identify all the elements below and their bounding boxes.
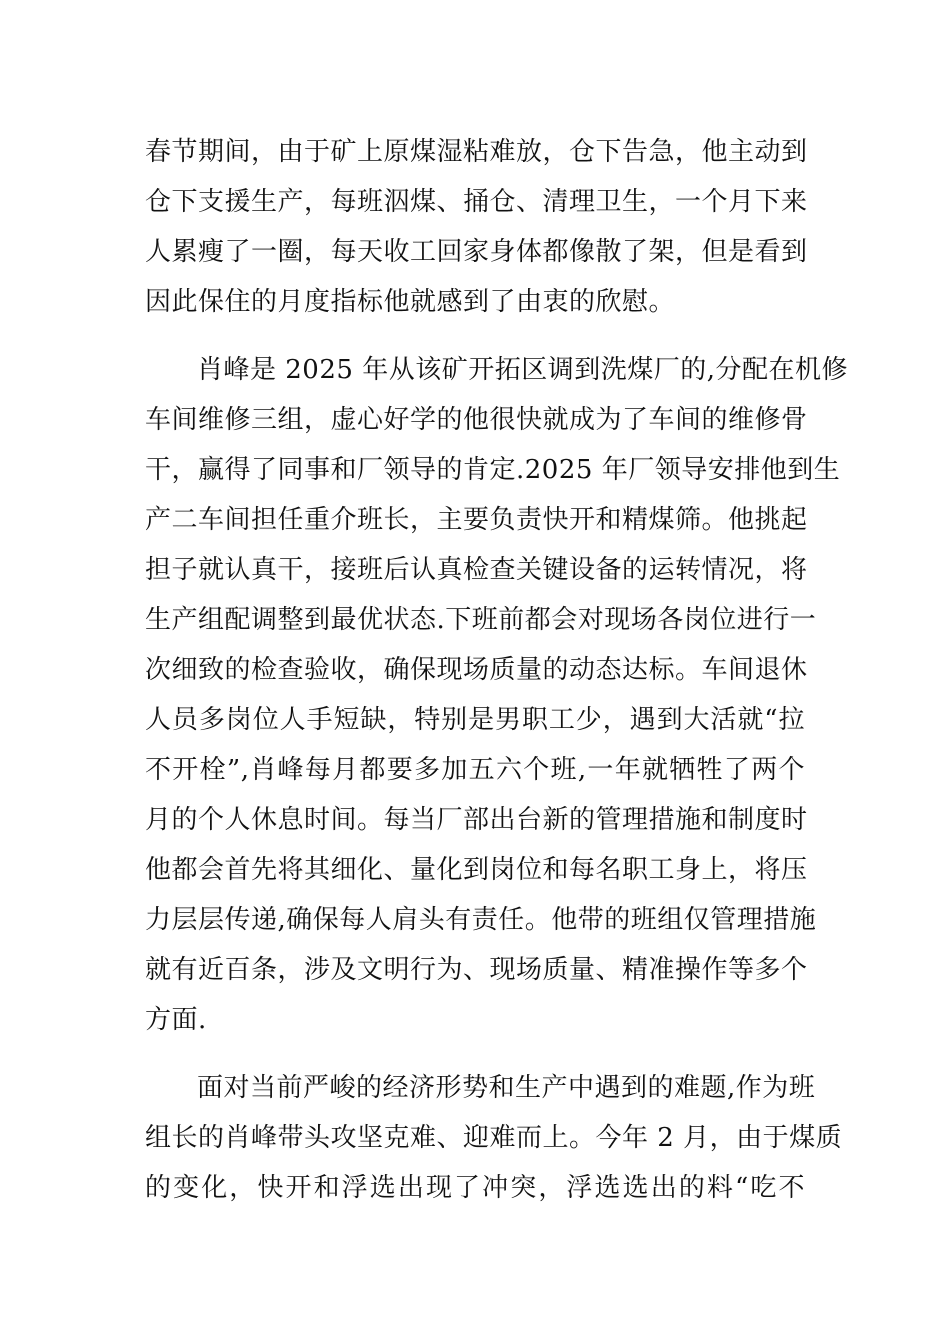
paragraph-2-line-2: 车间维修三组，虚心好学的他很快就成为了车间的维修骨 <box>145 405 808 435</box>
paragraph-1-line-2: 仓下支援生产，每班泅煤、捅仓、清理卫生，一个月下来 <box>145 187 808 217</box>
paragraph-2-line-3: 干，赢得了同事和厂领导的肯定.2025 年厂领导安排他到生 <box>145 455 841 485</box>
paragraph-2-line-9: 不开栓”,肖峰每月都要多加五六个班,一年就牺牲了两个 <box>145 755 805 785</box>
paragraph-3-line-2: 组长的肖峰带头攻坚克难、迎难而上。今年 2 月，由于煤质 <box>145 1123 843 1153</box>
paragraph-2-line-10: 月的个人休息时间。每当厂部出台新的管理措施和制度时 <box>145 805 808 835</box>
paragraph-1-line-4: 因此保住的月度指标他就感到了由衷的欣慰。 <box>145 287 676 317</box>
paragraph-3-line-1: 面对当前严峻的经济形势和生产中遇到的难题,作为班 <box>197 1073 816 1103</box>
paragraph-2-line-13: 就有近百条，涉及文明行为、现场质量、精准操作等多个 <box>145 955 808 985</box>
paragraph-2-line-12: 力层层传递,确保每人肩头有责任。他带的班组仅管理措施 <box>145 905 817 935</box>
paragraph-3-line-3: 的变化，快开和浮选出现了冲突，浮选选出的料“吃不 <box>145 1173 805 1203</box>
paragraph-1-line-1: 春节期间，由于矿上原煤湿粘难放，仓下告急，他主动到 <box>145 137 808 167</box>
paragraph-2-line-4: 产二车间担任重介班长，主要负责快开和精煤筛。他挑起 <box>145 505 808 535</box>
paragraph-2-line-1: 肖峰是 2025 年从该矿开拓区调到洗煤厂的,分配在机修 <box>197 355 848 385</box>
paragraph-2-line-14: 方面. <box>145 1005 207 1035</box>
paragraph-1-line-3: 人累瘦了一圈，每天收工回家身体都像散了架，但是看到 <box>145 237 808 267</box>
paragraph-2-line-11: 他都会首先将其细化、量化到岗位和每名职工身上，将压 <box>145 855 808 885</box>
paragraph-2-line-6: 生产组配调整到最优状态.下班前都会对现场各岗位进行一 <box>145 605 817 635</box>
paragraph-2-line-8: 人员多岗位人手短缺，特别是男职工少，遇到大活就“拉 <box>145 705 805 735</box>
paragraph-2-line-7: 次细致的检查验收，确保现场质量的动态达标。车间退休 <box>145 655 808 685</box>
paragraph-2-line-5: 担子就认真干，接班后认真检查关键设备的运转情况，将 <box>145 555 808 585</box>
